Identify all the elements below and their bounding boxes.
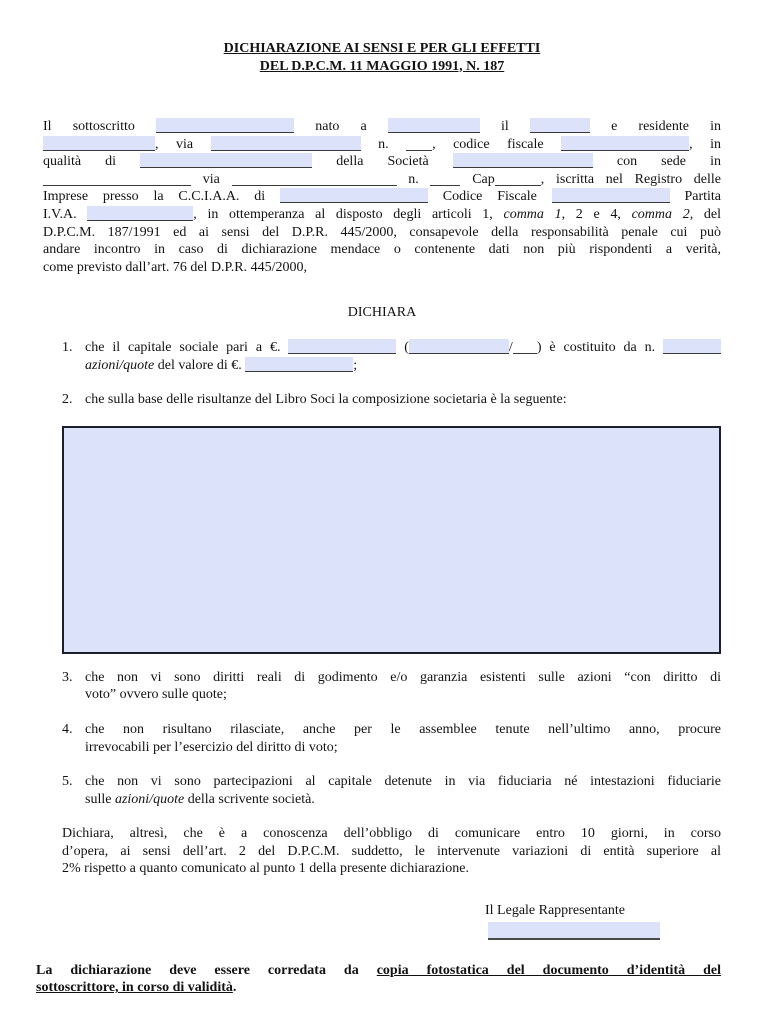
text-segment: , 2 e 4, xyxy=(561,206,632,222)
text-segment: D.P.C.M. 187/1991 ed ai sensi del D.P.R. 445/2000, consapevole della responsabilità penale cui può xyxy=(43,224,721,240)
text-segment: , codice fiscale xyxy=(432,136,562,152)
text-segment: La dichiarazione deve essere corredata da xyxy=(36,962,377,978)
text-segment: , via xyxy=(155,136,211,152)
composition-societaria-field[interactable] xyxy=(62,426,721,654)
form-field[interactable] xyxy=(663,339,721,354)
text-segment: , iscritta nel Registro delle xyxy=(540,171,721,187)
form-field[interactable] xyxy=(552,188,670,203)
text-segment: , in xyxy=(689,136,722,152)
text-line xyxy=(85,721,721,739)
text-segment: n. xyxy=(396,171,431,187)
text-line xyxy=(85,791,721,809)
dichiara-heading: DICHIARA xyxy=(347,305,417,321)
text-line xyxy=(43,224,721,242)
text-line xyxy=(36,962,721,980)
text-line xyxy=(62,825,721,843)
text-segment: azioni/quote xyxy=(85,357,155,373)
list-item xyxy=(62,773,721,808)
text-line xyxy=(43,118,721,136)
text-segment: , in ottemperanza al disposto degli articoli 1, xyxy=(193,206,504,222)
text-segment: comma 2 xyxy=(631,206,690,222)
form-field[interactable] xyxy=(388,118,480,133)
text-segment: sulle xyxy=(85,791,115,807)
text-line xyxy=(85,686,721,704)
text-segment: che non vi sono diritti reali di godimento e/o garanzia esistenti sulle azioni “con diritto di xyxy=(85,669,721,685)
text-segment: ) è costituito da n. xyxy=(536,339,663,355)
form-field[interactable] xyxy=(211,136,361,151)
text-line xyxy=(85,391,721,409)
blank-underline[interactable] xyxy=(232,171,397,186)
text-line xyxy=(43,206,721,224)
text-line xyxy=(43,153,721,171)
text-segment: ( xyxy=(396,339,409,355)
text-line xyxy=(43,241,721,259)
text-segment: che il capitale sociale pari a €. xyxy=(85,339,289,355)
closing-paragraph xyxy=(62,825,721,878)
list-item xyxy=(62,339,721,374)
form-field[interactable] xyxy=(156,118,294,133)
form-field[interactable] xyxy=(453,153,593,168)
text-segment: nato a xyxy=(294,119,388,134)
form-field[interactable] xyxy=(87,206,193,221)
text-segment: che non vi sono partecipazioni al capitale detenute in via fiduciaria né intestazioni fiduciarie xyxy=(85,774,721,790)
text-line xyxy=(85,669,721,687)
text-segment: Codice Fiscale xyxy=(427,189,552,205)
text-segment: che sulla base delle risultanze del Libro Soci la composizione societaria è la seguente: xyxy=(85,392,567,408)
text-segment: ; xyxy=(353,357,358,373)
form-field[interactable] xyxy=(288,339,396,354)
text-segment: qualità di xyxy=(43,154,141,170)
blank-underline[interactable] xyxy=(406,136,432,151)
declarant-intro-paragraph xyxy=(43,118,721,276)
text-segment: sottoscrittore, in corso di validità xyxy=(36,980,233,996)
text-segment: andare incontro in caso di dichiarazione mendace o contenente dati non più rispondenti a verità, xyxy=(43,242,721,258)
list-item-diritti-reali xyxy=(85,669,721,704)
text-segment: via xyxy=(191,171,232,187)
text-segment: d’opera, ai sensi dell’art. 2 del D.P.C.M. suddetto, le intervenute variazioni di entità superiore al xyxy=(62,843,721,859)
text-segment: copia fotostatica del documento d’identità del xyxy=(376,962,721,978)
signature-label: Il Legale Rappresentante xyxy=(485,903,625,919)
text-line xyxy=(43,136,721,154)
list-item-procure xyxy=(85,721,721,756)
text-segment: comma 1 xyxy=(503,206,562,222)
declaration-items-list xyxy=(62,339,721,409)
list-item-libro-soci xyxy=(85,391,721,409)
text-segment: come previsto dall’art. 76 del D.P.R. 445/2000, xyxy=(43,259,308,275)
signature-field[interactable] xyxy=(488,922,660,940)
list-item-number: 1. xyxy=(62,339,73,355)
text-segment: n. xyxy=(360,136,407,152)
blank-underline[interactable] xyxy=(43,171,191,186)
text-segment: del valore di €. xyxy=(154,357,246,373)
text-line xyxy=(85,739,721,757)
text-segment: e residente in xyxy=(589,119,721,134)
text-line xyxy=(62,860,721,878)
text-segment: / xyxy=(508,339,513,355)
text-line xyxy=(85,773,721,791)
declaration-items-list-continued xyxy=(62,669,721,809)
list-item-capital xyxy=(85,339,721,374)
text-segment: I.V.A. xyxy=(43,206,88,222)
list-item-number: 5. xyxy=(62,774,73,790)
text-segment: della scrivente società. xyxy=(184,791,315,807)
text-segment: Il sottoscritto xyxy=(43,119,157,134)
signature-block xyxy=(485,902,721,940)
document-title-line1: DICHIARAZIONE AI SENSI E PER GLI EFFETTI xyxy=(223,41,541,56)
form-field[interactable] xyxy=(561,136,689,151)
list-item-number: 3. xyxy=(62,669,73,685)
blank-underline[interactable] xyxy=(513,339,537,354)
list-item-number: 2. xyxy=(62,392,73,408)
text-segment: Partita xyxy=(669,189,722,205)
form-field[interactable] xyxy=(409,339,509,354)
text-line xyxy=(62,843,721,861)
list-item xyxy=(62,669,721,704)
text-line xyxy=(85,339,721,357)
text-segment: 2% rispetto a quanto comunicato al punto 1 della presente dichiarazione. xyxy=(62,861,470,877)
blank-underline[interactable] xyxy=(495,171,541,186)
list-item xyxy=(62,391,721,409)
text-segment: irrevocabili per l’esercizio del diritto di voto; xyxy=(85,739,338,755)
text-line xyxy=(36,979,721,997)
text-segment: il xyxy=(479,119,530,134)
text-segment: azioni/quote xyxy=(114,791,185,807)
form-field[interactable] xyxy=(43,136,155,151)
text-segment: , del xyxy=(689,206,721,222)
text-segment: . xyxy=(232,980,237,996)
document-title-line2: DEL D.P.C.M. 11 MAGGIO 1991, N. 187 xyxy=(259,58,505,74)
text-line xyxy=(43,171,721,189)
text-line xyxy=(43,259,721,277)
text-line xyxy=(85,357,721,375)
text-segment: Dichiara, altresì, che è a conoscenza dell’obbligo di comunicare entro 10 giorni, in corso xyxy=(62,826,721,842)
text-segment: con sede in xyxy=(592,154,721,170)
text-line xyxy=(43,188,721,206)
attachment-note xyxy=(36,962,721,997)
list-item xyxy=(62,721,721,756)
text-segment: Imprese presso la C.C.I.A.A. di xyxy=(43,189,280,205)
document-title xyxy=(43,40,721,75)
text-segment: Cap xyxy=(460,171,495,187)
form-field[interactable] xyxy=(140,153,312,168)
form-field[interactable] xyxy=(245,357,353,372)
list-item-number: 4. xyxy=(62,721,73,737)
text-segment: della Società xyxy=(312,154,453,170)
form-field[interactable] xyxy=(280,188,428,203)
blank-underline[interactable] xyxy=(430,171,460,186)
form-field[interactable] xyxy=(530,118,590,133)
text-segment: voto” ovvero sulle quote; xyxy=(85,687,227,703)
text-segment: che non risultano rilasciate, anche per le assemblee tenute nell’ultimo anno, procure xyxy=(85,721,721,737)
list-item-fiduciarie xyxy=(85,773,721,808)
